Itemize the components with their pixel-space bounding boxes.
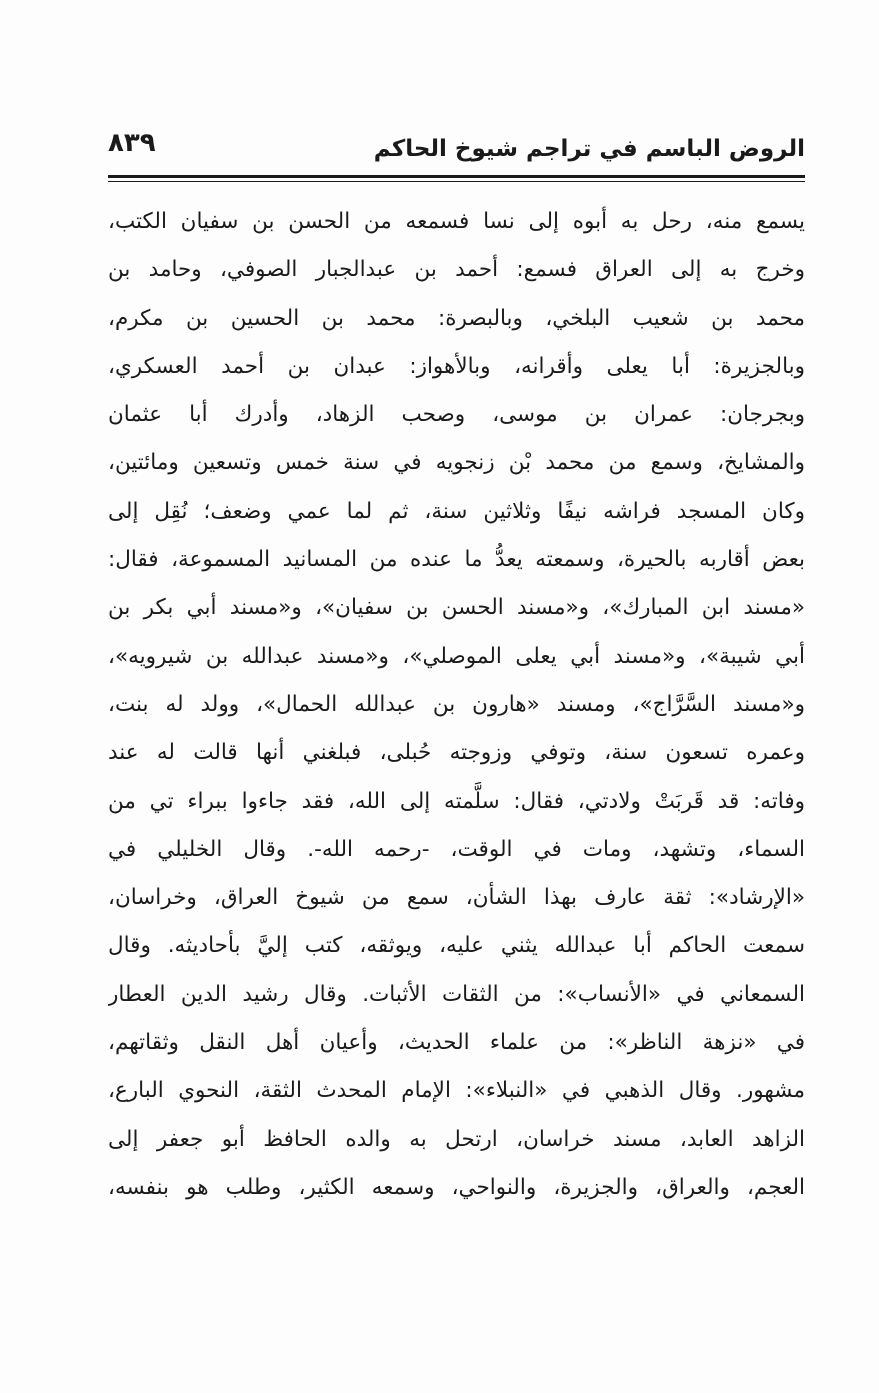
text-line: السماء، وتشهد، ومات في الوقت، -رحمه الله-. وقال الخليلي في [108, 836, 805, 862]
text-line: وعمره تسعون سنة، وتوفي وزوجته حُبلى، فبلغني أنها قالت له عند [108, 740, 805, 766]
text-line: «مسند ابن المبارك»، و«مسند الحسن بن سفيان»، و«مسند أبي بكر بن [108, 595, 805, 621]
text-line: «الإرشاد»: ثقة عارف بهذا الشأن، سمع من شيوخ العراق، وخراسان، [108, 885, 805, 911]
text-line: وخرج به إلى العراق فسمع: أحمد بن عبدالجبار الصوفي، وحامد بن [108, 257, 805, 283]
text-line: وبجرجان: عمران بن موسى، وصحب الزهاد، وأدرك أبا عثمان [108, 402, 805, 428]
text-line: وبالجزيرة: أبا يعلى وأقرانه، وبالأهواز: عبدان بن أحمد العسكري، [108, 353, 805, 379]
text-line: محمد بن شعيب البلخي، وبالبصرة: محمد بن الحسين بن مكرم، [108, 305, 805, 331]
page-number: ٨٣٩ [108, 128, 156, 158]
text-line: والمشايخ، وسمع من محمد بْن زنجويه في سنة خمس وتسعين ومائتين، [108, 450, 805, 476]
body-text [108, 198, 805, 1212]
text-line: الزاهد العابد، مسند خراسان، ارتحل به والده الحافظ أبو جعفر إلى [108, 1126, 805, 1152]
text-line: يسمع منه، رحل به أبوه إلى نسا فسمعه من الحسن بن سفيان الكتب، [108, 209, 805, 234]
text-line: في «نزهة الناظر»: من علماء الحديث، وأعيان أهل النقل وثقاتهم، [108, 1030, 805, 1056]
header-rule-thin [108, 181, 805, 182]
header-rule-thick [108, 175, 805, 178]
text-line: وكان المسجد فراشه نيفًا وثلاثين سنة، ثم لما عمي وضعف؛ نُقِل إلى [108, 498, 805, 524]
text-line: سمعت الحاكم أبا عبدالله يثني عليه، ويوثقه، كتب إليَّ بأحاديثه. وقال [108, 933, 805, 959]
text-line: العجم، والعراق، والجزيرة، والنواحي، وسمعه الكثير، وطلب هو بنفسه، [108, 1174, 805, 1200]
text-line: مشهور. وقال الذهبي في «النبلاء»: الإمام المحدث الثقة، النحوي البارع، [108, 1078, 805, 1104]
text-line: أبي شيبة»، و«مسند أبي يعلى الموصلي»، و«مسند عبدالله بن شيرويه»، [108, 643, 805, 669]
text-line: و«مسند السَّرَّاج»، ومسند «هارون بن عبدالله الحمال»، وولد له بنت، [108, 691, 805, 717]
text-line: السمعاني في «الأنساب»: من الثقات الأثبات. وقال رشيد الدين العطار [108, 981, 805, 1007]
running-title: الروض الباسم في تراجم شيوخ الحاكم [373, 136, 805, 162]
text-line: بعض أقاربه بالحيرة، وسمعته يعدُّ ما عنده من المسانيد المسموعة، فقال: [108, 547, 805, 573]
text-line: وفاته: قد قَربَتْ ولادتي، فقال: سلَّمته إلى الله، فقد جاءوا ببراء تي من [108, 788, 805, 814]
page-header [108, 128, 805, 172]
